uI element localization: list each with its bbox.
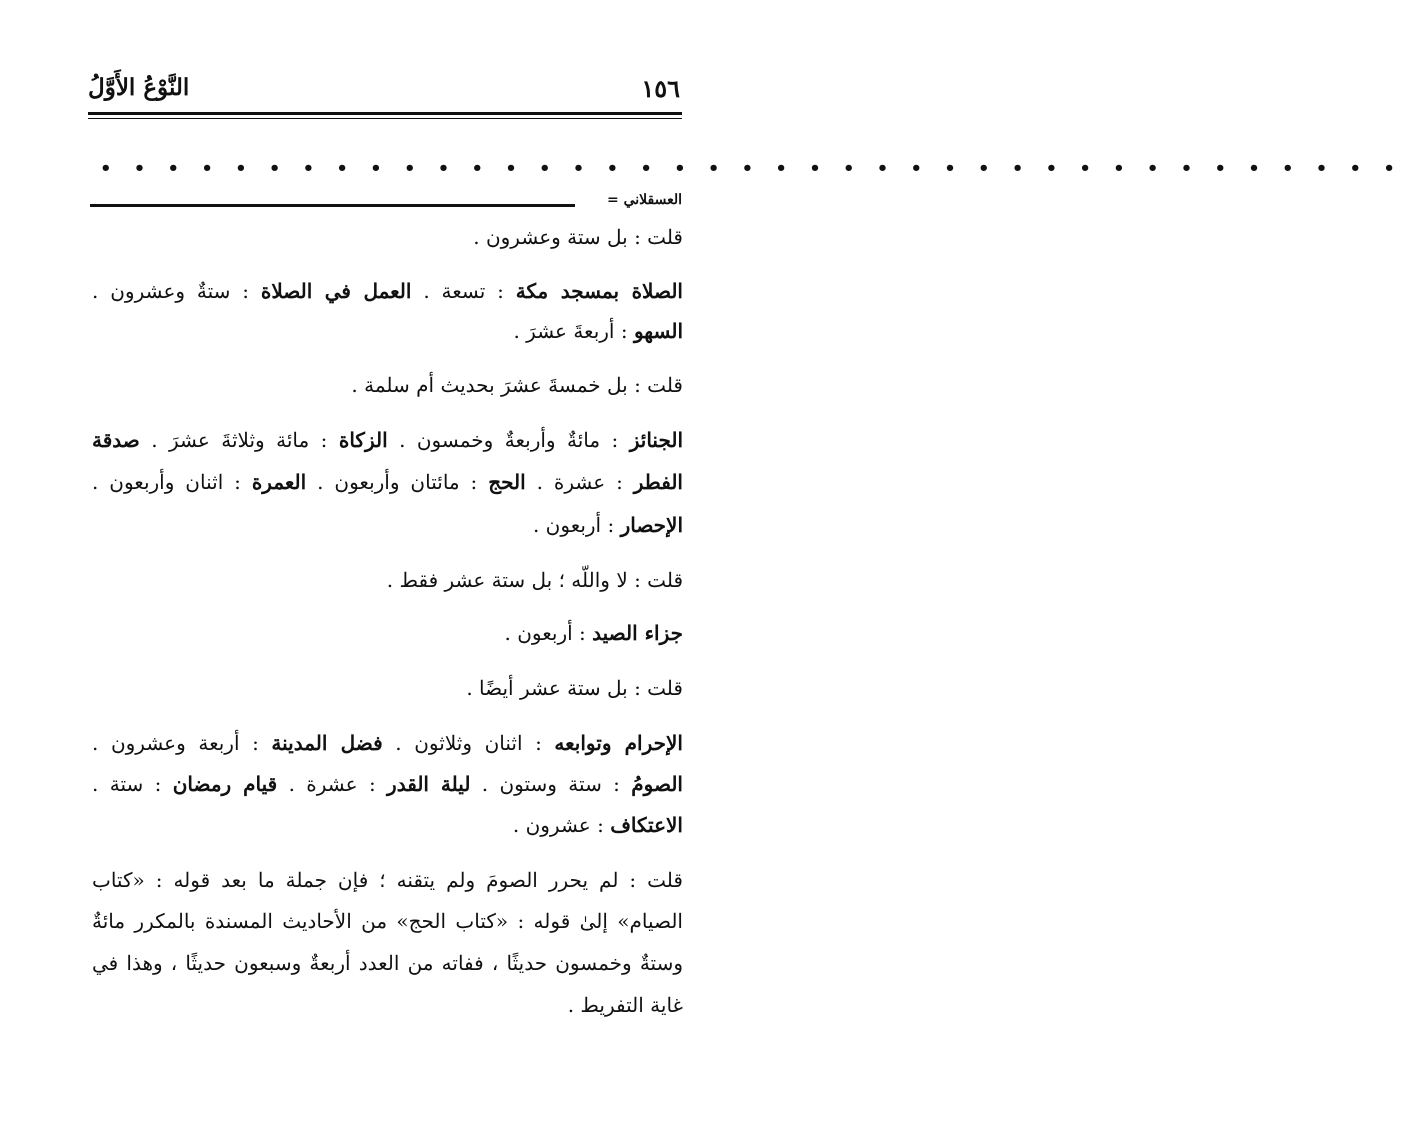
line-text: : اثنان وثلاثون .: [382, 731, 555, 755]
topic-keyword: ليلة القدر: [387, 772, 471, 796]
line-text: : ستةٌ وعشرون .: [92, 279, 261, 303]
text-line: [92, 906, 683, 936]
line-text: غاية التفريط .: [567, 993, 683, 1017]
text-line: [533, 510, 683, 540]
text-line: [92, 948, 683, 978]
topic-keyword: الصومُ: [631, 772, 683, 796]
line-text: : أربعةَ عشرَ .: [513, 319, 634, 343]
text-line: [92, 769, 683, 799]
author-row: [90, 190, 682, 214]
topic-keyword: صدقة: [92, 428, 140, 452]
header-rule-thin: [88, 118, 682, 119]
text-line: [387, 565, 683, 595]
page-number: ١٥٦: [641, 74, 680, 103]
text-line: [505, 618, 683, 648]
line-text: قلت : بل ستة وعشرون .: [473, 225, 683, 249]
text-line: [473, 222, 683, 252]
text-line: [92, 276, 683, 306]
topic-keyword: الصلاة بمسجد مكة: [515, 279, 683, 303]
line-text: : ستة .: [92, 772, 173, 796]
topic-keyword: العمل في الصلاة: [260, 279, 412, 303]
topic-keyword: السهو: [633, 319, 683, 343]
text-line: [568, 990, 683, 1020]
text-line: [92, 728, 683, 758]
text-line: [466, 673, 683, 703]
line-text: : مائة وثلاثةَ عشرَ .: [139, 428, 339, 452]
line-text: قلت : بل ستة عشر أيضًا .: [466, 676, 683, 700]
line-text: : ستة وستون .: [470, 772, 632, 796]
line-text: : تسعة .: [411, 279, 516, 303]
text-line: [92, 425, 683, 455]
line-text: : أربعة وعشرون .: [92, 731, 272, 755]
topic-keyword: الإحرام وتوابعه: [554, 731, 683, 755]
line-text: : أربعون .: [532, 513, 621, 537]
topic-keyword: الفطر: [633, 470, 683, 494]
line-text: : عشرة .: [277, 772, 388, 796]
line-text: قلت : بل خمسةَ عشرَ بحديث أم سلمة .: [351, 373, 683, 397]
topic-keyword: قيام رمضان: [172, 772, 278, 796]
separator-dots: • • • • • • • • • • • • • • • • • • • • • • • • • • • • • • • • • • • • • • •: [100, 158, 1403, 179]
line-text: قلت : لم يحرر الصومَ ولم يتقنه ؛ فإن جملة ما بعد قوله : «كتاب: [92, 868, 683, 892]
line-text: : أربعون .: [504, 621, 593, 645]
topic-keyword: جزاء الصيد: [592, 621, 683, 645]
topic-keyword: الزكاة: [338, 428, 388, 452]
running-title: النَّوْعُ الأَوَّلُ: [88, 74, 190, 101]
topic-keyword: الحج: [488, 470, 526, 494]
topic-keyword: الجنائز: [629, 428, 684, 452]
line-text: : عشرة .: [525, 470, 634, 494]
author-label: العسقلاني =: [606, 192, 682, 208]
text-line: [92, 865, 683, 895]
header-rule-thick: [88, 112, 682, 115]
line-text: الصيام» إلىٰ قوله : «كتاب الحج» من الأحاديث المسندة بالمكرر مائةٌ: [92, 909, 683, 933]
line-text: : اثنان وأربعون .: [92, 470, 252, 494]
page-header: [88, 70, 680, 110]
topic-keyword: الاعتكاف: [610, 813, 683, 837]
line-text: قلت : لا واللّه ؛ بل ستة عشر فقط .: [386, 568, 683, 592]
topic-keyword: الإحصار: [620, 513, 683, 537]
text-line: [351, 370, 683, 400]
line-text: : مائتان وأربعون .: [306, 470, 489, 494]
line-text: : مائةٌ وأربعةٌ وخمسون .: [387, 428, 630, 452]
topic-keyword: فضل المدينة: [271, 731, 383, 755]
text-line: [513, 810, 683, 840]
author-rule: [90, 204, 575, 207]
text-line: [92, 467, 683, 497]
text-line: [513, 316, 683, 346]
line-text: : عشرون .: [512, 813, 611, 837]
topic-keyword: العمرة: [251, 470, 307, 494]
line-text: وستةٌ وخمسون حديثًا ، ففاته من العدد أربعةٌ وسبعون حديثًا ، وهذا في: [92, 951, 683, 975]
